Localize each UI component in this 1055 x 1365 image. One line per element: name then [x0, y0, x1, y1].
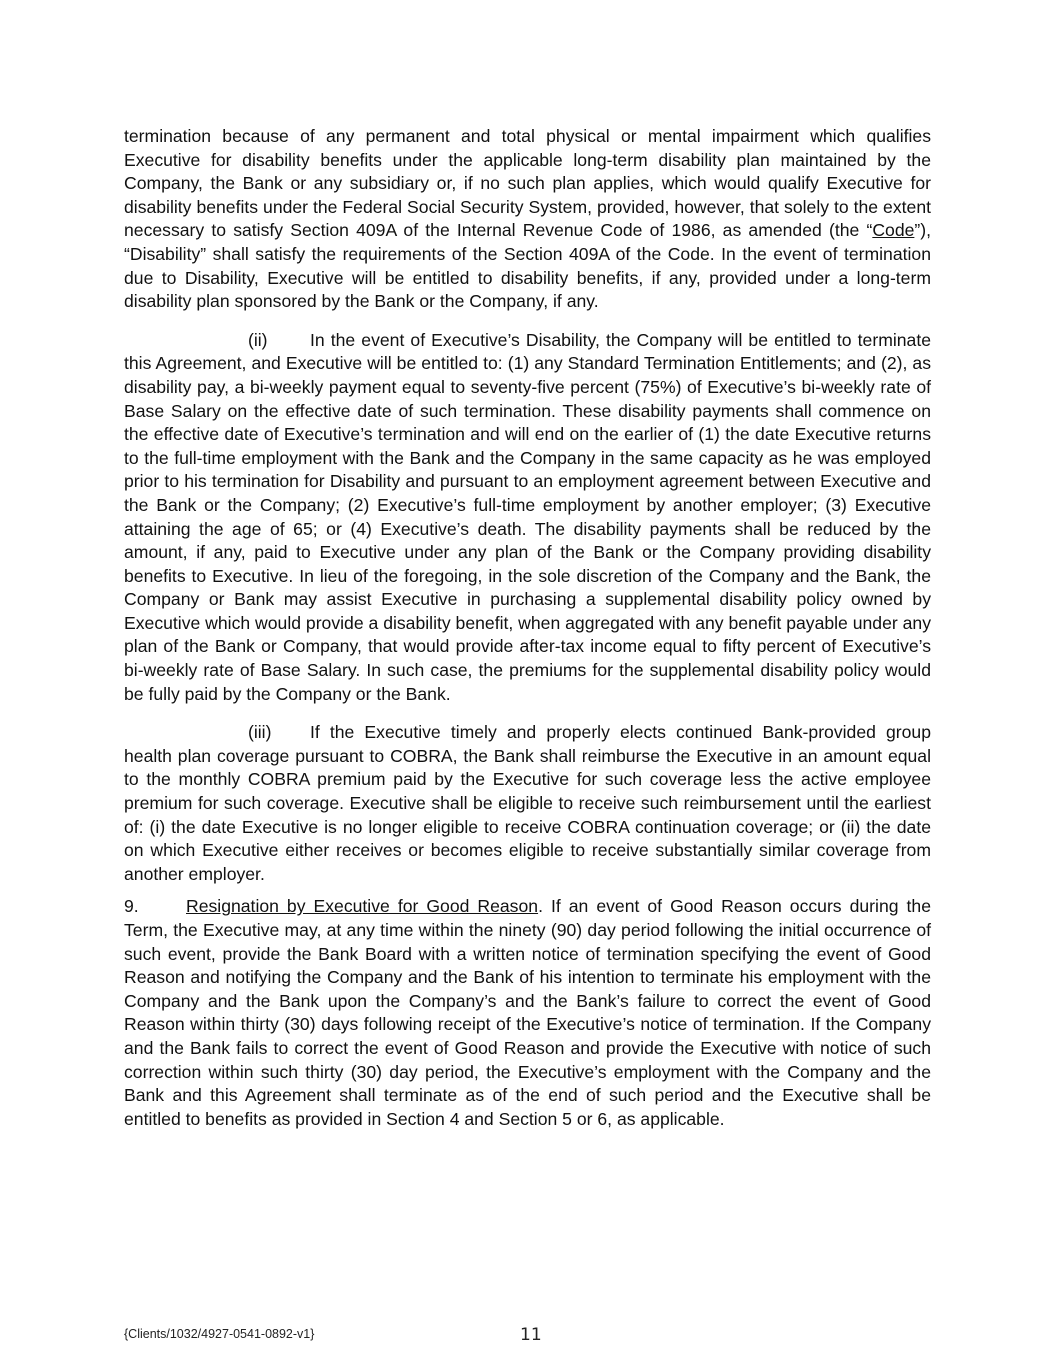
paragraph-text: If an event of Good Reason occurs during the Term, the Executive may, at any time within the ninety (90) day period following the initial occurrence of such event, provide the Bank Board with a written notice of termination specifying the event of Good Reason and notifying the Company and the Bank of his intention to terminate his employment with the Company and the Bank upon the Company’s and the Bank’s failure to correct the event of Good Reason within thirty (30) days following receipt of the Executive’s notice of termination. If the Company and the Bank fails to correct the event of Good Reason and provide the Executive with notice of such correction within such thirty (30) day period, the Executive’s employment with the Company and the Bank and this Agreement shall terminate as of the end of such period and the Executive shall be entitled to benefits as provided in Section 4 and Section 5 or 6, as applicable. [124, 896, 931, 1129]
paragraph-iii [124, 721, 931, 886]
section-9 [124, 895, 931, 1131]
paragraph-text: In the event of Executive’s Disability, the Company will be entitled to terminate this Agreement, and Executive will be entitled to: (1) any Standard Termination Entitlements; and (2), as disability pay, a bi-weekly payment equal to seventy-five percent (75%) of Executive’s bi-weekly rate of Base Salary on the effective date of such termination. These disability payments shall commence on the effective date of Executive’s termination and will end on the earlier of (1) the date Executive returns to the full-time employment with the Bank and the Company in the same capacity as he was employed prior to his termination for Disability and pursuant to an employment agreement between Executive and the Bank or the Company; (2) Executive’s full-time employment by another employer; (3) Executive attaining the age of 65; or (4) Executive’s death. The disability payments shall be reduced by the amount, if any, paid to Executive under any plan of the Bank or the Company providing disability benefits to Executive. In lieu of the foregoing, in the sole discretion of the Company and the Bank, the Company or Bank may assist Executive in purchasing a supplemental disability policy owned by Executive which would provide a disability benefit, when aggregated with any benefit payable under any plan of the Bank or Company, that would provide after-tax income equal to fifty percent of Executive’s bi-weekly rate of Base Salary. In such case, the premiums for the supplemental disability policy would be fully paid by the Company or the Bank. [124, 329, 931, 704]
paragraph-text: termination because of any permanent and total physical or mental impairment which qualifies Executive for disability benefits under the applicable long-term disability plan maintained by the Company, the Bank or any subsidiary or, if no such plan applies, which would qualify Executive for disability benefits under the Federal Social Security System, provided, however, that solely to the extent necessary to satisfy Section 409A of the Internal Revenue Code of 1986, as amended (the “ [124, 126, 931, 241]
defined-term-code: Code [872, 220, 915, 241]
paragraph-text: If the Executive timely and properly elects continued Bank-provided group health plan coverage pursuant to COBRA, the Bank shall reimburse the Executive in an amount equal to the monthly COBRA premium paid by the Executive for such coverage less the active employee premium for such coverage. Executive shall be eligible to receive such reimbursement until the earliest of: (i) the date Executive is no longer eligible to receive COBRA continuation coverage; or (ii) the date on which Executive either receives or becomes eligible to receive substantially similar coverage from another employer. [124, 722, 931, 884]
paragraph-disability-definition [124, 125, 931, 314]
document-body [124, 125, 931, 1131]
footer-document-id: {Clients/1032/4927-0541-0892-v1} [124, 1327, 315, 1341]
paragraph-text: ”), “Disability” shall satisfy the requirements of the Section 409A of the Code. In the event of termination due to Disability, Executive will be entitled to disability benefits, if any, provided under a long-term disability plan sponsored by the Bank or the Company, if any. [124, 220, 931, 312]
paragraph-ii [124, 329, 931, 707]
section-heading: Resignation by Executive for Good Reason [186, 896, 539, 917]
section-number: 9. [124, 896, 139, 917]
page-number: 11 [520, 1325, 542, 1345]
heading-period: . [538, 896, 543, 917]
clause-number: (iii) [248, 722, 272, 743]
clause-number: (ii) [248, 329, 268, 350]
